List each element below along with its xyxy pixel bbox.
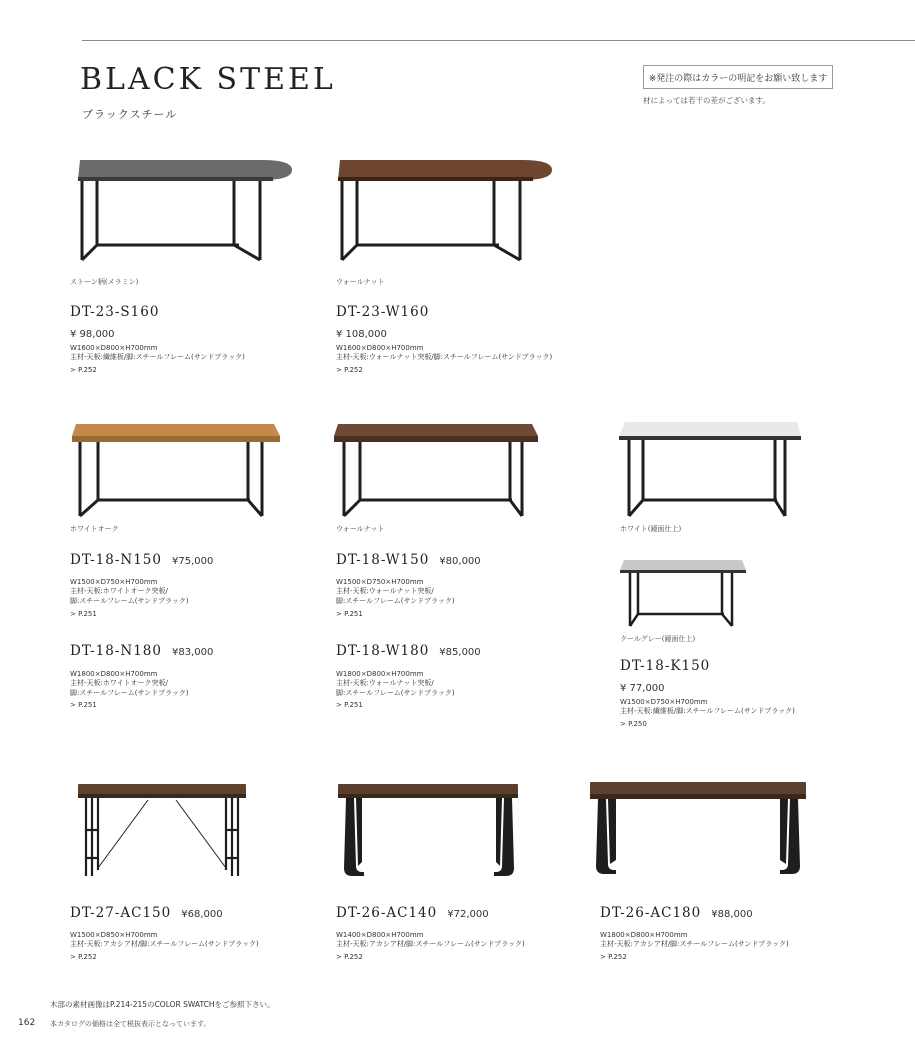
page-title: BLACK STEEL bbox=[80, 62, 336, 97]
spec-line: W1400×D800×H700mm bbox=[336, 931, 424, 939]
spec-block bbox=[336, 578, 455, 606]
price: ¥75,000 bbox=[171, 556, 214, 567]
spec-line: 主材-天板:ホワイトオーク突板/ bbox=[70, 587, 168, 596]
table-image-dt-23-s160 bbox=[74, 150, 296, 265]
model-code: DT-18-W180 bbox=[336, 643, 430, 659]
model-code: DT-26-AC180 bbox=[600, 905, 702, 921]
page-number: 162 bbox=[18, 1018, 36, 1028]
price: ¥ 108,000 bbox=[336, 329, 387, 340]
page-subtitle: ブラックスチール bbox=[82, 108, 178, 121]
page-reference-link[interactable]: > P.251 bbox=[70, 610, 97, 618]
spec-line: 主材-天板:ホワイトオーク突板/ bbox=[70, 679, 168, 688]
page-reference-link[interactable]: > P.251 bbox=[70, 701, 97, 709]
model-name bbox=[600, 905, 753, 921]
table-image-dt-26-ac140 bbox=[336, 780, 522, 880]
page-reference-link[interactable]: > P.252 bbox=[600, 953, 627, 961]
page-reference-link[interactable]: > P.250 bbox=[620, 720, 647, 728]
spec-line: W1800×D800×H700mm bbox=[600, 931, 688, 939]
model-code: DT-18-N180 bbox=[70, 643, 162, 659]
finish-label: ストーン柄(メラミン) bbox=[70, 278, 139, 286]
spec-line: 主材-天板:繊維板/脚:スチールフレーム(サンドブラック) bbox=[70, 353, 245, 362]
model-name bbox=[70, 905, 223, 921]
spec-line: W1800×D800×H700mm bbox=[336, 670, 424, 678]
tax-note: 本カタログの価格は全て税抜表示となっています。 bbox=[50, 1020, 211, 1028]
spec-line: 主材-天板:繊維板/脚:スチールフレーム(サンドブラック) bbox=[620, 707, 795, 716]
spec-line: 脚:スチールフレーム(サンドブラック) bbox=[70, 688, 189, 697]
page-reference-link[interactable]: > P.251 bbox=[336, 610, 363, 618]
spec-line: 主材-天板:アカシア材/脚:スチールフレーム(サンドブラック) bbox=[336, 940, 525, 949]
swatch-note: 木部の素材画像はP.214-215のCOLOR SWATCHをご参照下さい。 bbox=[50, 1000, 275, 1009]
spec-line: W1500×D750×H700mm bbox=[336, 578, 424, 586]
model-name: DT-23-W160 bbox=[336, 304, 430, 320]
model-name: DT-23-S160 bbox=[70, 304, 160, 320]
page-reference-link[interactable]: > P.252 bbox=[70, 953, 97, 961]
finish-label: ホワイトオーク bbox=[70, 525, 119, 533]
model-name bbox=[336, 643, 481, 659]
spec-line: 主材-天板:ウォールナット突板/ bbox=[336, 587, 434, 596]
spec-line: W1500×D750×H700mm bbox=[70, 578, 158, 586]
spec-block bbox=[70, 670, 189, 698]
model-name bbox=[336, 905, 489, 921]
spec-line: 主材-天板:アカシア材/脚:スチールフレーム(サンドブラック) bbox=[70, 940, 259, 949]
model-name: DT-18-K150 bbox=[620, 658, 711, 674]
table-image-dt-27-ac150 bbox=[76, 780, 250, 880]
page-reference-link[interactable]: > P.252 bbox=[336, 366, 363, 374]
spec-block bbox=[336, 931, 525, 950]
spec-block bbox=[336, 670, 455, 698]
model-name bbox=[70, 552, 213, 568]
spec-block bbox=[620, 698, 795, 717]
finish-label: クールグレー(鏡面仕上) bbox=[620, 635, 696, 643]
order-notice-text: ※発注の際はカラーの明記をお願い致します bbox=[648, 73, 828, 84]
spec-line: 脚:スチールフレーム(サンドブラック) bbox=[336, 688, 455, 697]
model-code: DT-18-W150 bbox=[336, 552, 430, 568]
price: ¥85,000 bbox=[439, 647, 481, 658]
spec-block bbox=[70, 344, 245, 363]
price: ¥ 98,000 bbox=[70, 329, 115, 340]
page-reference-link[interactable]: > P.252 bbox=[70, 366, 97, 374]
spec-block bbox=[336, 344, 552, 363]
price: ¥88,000 bbox=[711, 909, 753, 920]
spec-line: W1500×D850×H700mm bbox=[70, 931, 158, 939]
table-image-dt-23-w160 bbox=[334, 150, 556, 265]
price: ¥83,000 bbox=[171, 647, 214, 658]
finish-label: ホワイト(鏡面仕上) bbox=[620, 525, 682, 533]
page-reference-link[interactable]: > P.251 bbox=[336, 701, 363, 709]
spec-line: 主材-天板:ウォールナット突板/ bbox=[336, 679, 434, 688]
price: ¥80,000 bbox=[439, 556, 481, 567]
model-code: DT-18-N150 bbox=[70, 552, 162, 568]
table-image-dt-18-n150 bbox=[70, 418, 282, 518]
model-code: DT-26-AC140 bbox=[336, 905, 438, 921]
spec-line: W1800×D800×H700mm bbox=[70, 670, 158, 678]
table-image-dt-26-ac180 bbox=[588, 778, 810, 880]
spec-line: 主材-天板:アカシア材/脚:スチールフレーム(サンドブラック) bbox=[600, 940, 789, 949]
model-name bbox=[70, 643, 213, 659]
model-name bbox=[336, 552, 481, 568]
finish-label: ウォールナット bbox=[336, 278, 385, 286]
spec-line: 主材-天板:ウォールナット突板/脚:スチールフレーム(サンドブラック) bbox=[336, 353, 553, 362]
spec-line: 脚:スチールフレーム(サンドブラック) bbox=[70, 596, 189, 605]
spec-line: 脚:スチールフレーム(サンドブラック) bbox=[336, 596, 455, 605]
spec-block bbox=[70, 578, 189, 606]
price: ¥ 77,000 bbox=[620, 683, 665, 694]
spec-block bbox=[600, 931, 789, 950]
finish-label: ウォールナット bbox=[336, 525, 385, 533]
spec-block bbox=[70, 931, 259, 950]
spec-line: W1600×D800×H700mm bbox=[70, 344, 158, 352]
table-image-white bbox=[617, 418, 807, 518]
page-reference-link[interactable]: > P.252 bbox=[336, 953, 363, 961]
table-image-dt-18-k150 bbox=[618, 556, 750, 630]
order-notice-sub: 材によっては若干の差がございます。 bbox=[643, 96, 770, 105]
spec-line: W1500×D750×H700mm bbox=[620, 698, 708, 706]
price: ¥68,000 bbox=[181, 909, 223, 920]
spec-line: W1600×D800×H700mm bbox=[336, 344, 424, 352]
price: ¥72,000 bbox=[447, 909, 489, 920]
order-notice bbox=[643, 65, 833, 89]
header-rule bbox=[82, 40, 915, 41]
model-code: DT-27-AC150 bbox=[70, 905, 172, 921]
table-image-dt-18-w150 bbox=[332, 418, 544, 518]
